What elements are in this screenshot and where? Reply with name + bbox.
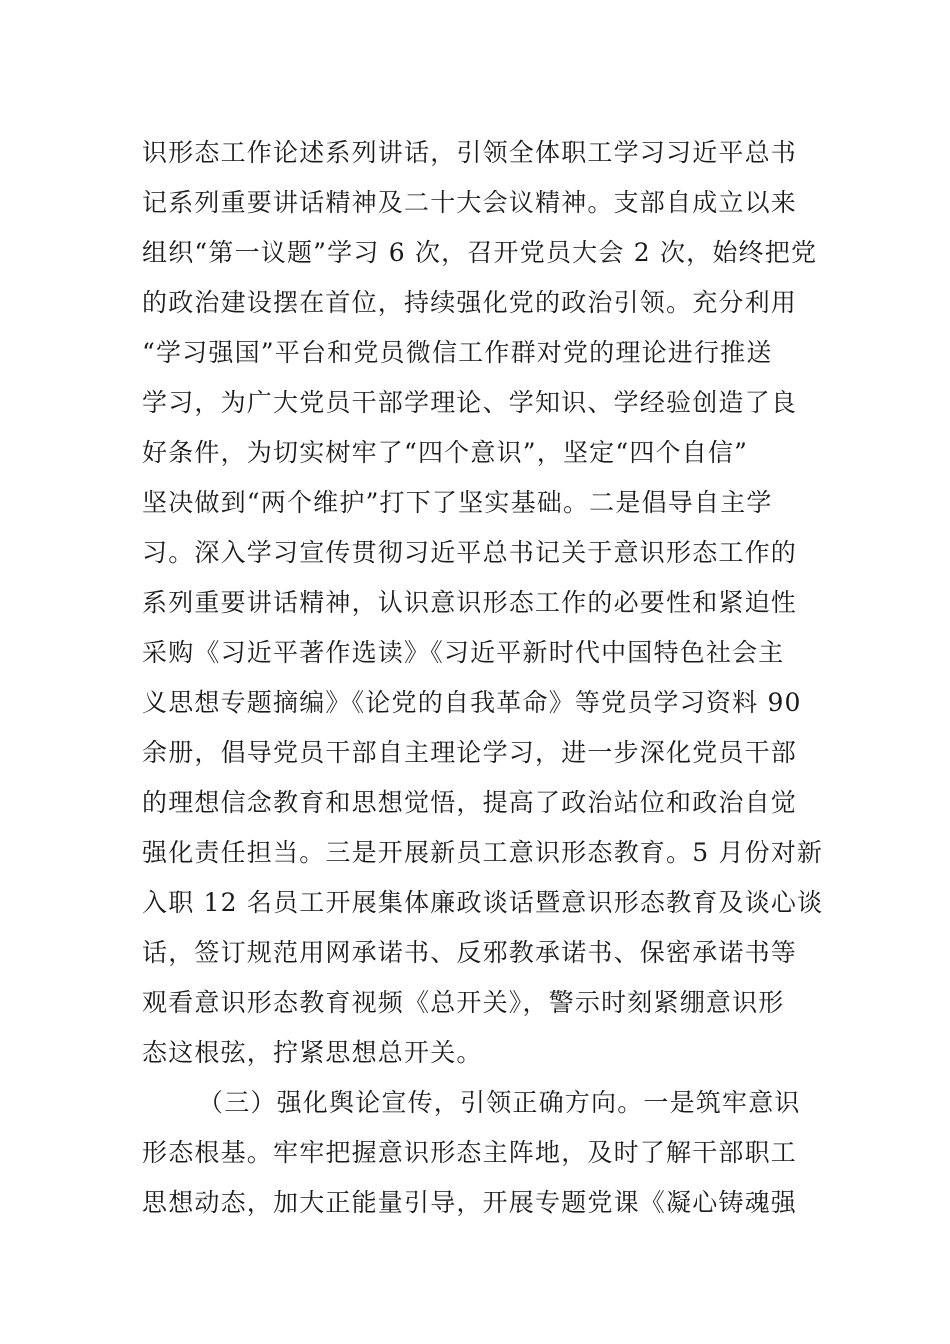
text-line: 的政治建设摆在首位，持续强化党的政治引领。充分利用 <box>142 288 798 317</box>
text-line: 入职 12 名员工开展集体廉政谈话暨意识形态教育及谈心谈 <box>142 888 824 917</box>
text-line: 习。深入学习宣传贯彻习近平总书记关于意识形态工作的 <box>142 538 798 567</box>
text-line: 采购《习近平著作选读》《习近平新时代中国特色社会主 <box>142 638 785 667</box>
text-line: 好条件，为切实树牢了“四个意识”，坚定“四个自信” <box>142 438 749 467</box>
text-line: 识形态工作论述系列讲话，引领全体职工学习习近平总书 <box>142 138 798 167</box>
text-line: 系列重要讲话精神，认识意识形态工作的必要性和紧迫性 <box>142 588 798 617</box>
text-line: 观看意识形态教育视频《总开关》，警示时刻紧绷意识形 <box>142 988 785 1017</box>
text-line: 的理想信念教育和思想觉悟，提高了政治站位和政治自觉 <box>142 788 798 817</box>
paragraph-end-line: 态这根弦，拧紧思想总开关。 <box>142 1038 483 1067</box>
text-line: 强化责任担当。三是开展新员工意识形态教育。5 月份对新 <box>142 838 824 867</box>
text-line: “学习强国”平台和党员微信工作群对党的理论进行推送 <box>142 338 773 367</box>
text-line: 余册，倡导党员干部自主理论学习，进一步深化党员干部 <box>142 738 798 767</box>
text-line: 思想动态，加大正能量引导，开展专题党课《凝心铸魂强 <box>142 1188 798 1217</box>
text-line: 记系列重要讲话精神及二十大会议精神。支部自成立以来 <box>142 188 798 217</box>
text-line: 话，签订规范用网承诺书、反邪教承诺书、保密承诺书等 <box>142 938 798 967</box>
section-heading-line: （三）强化舆论宣传，引领正确方向。一是筑牢意识 <box>198 1088 801 1117</box>
text-line: 形态根基。牢牢把握意识形态主阵地，及时了解干部职工 <box>142 1138 798 1167</box>
text-line: 组织“第一议题”学习 6 次，召开党员大会 2 次，始终把党 <box>142 238 818 267</box>
text-line: 学习，为广大党员干部学理论、学知识、学经验创造了良 <box>142 388 798 417</box>
text-line: 坚决做到“两个维护”打下了坚实基础。二是倡导自主学 <box>142 488 773 517</box>
body-text <box>142 128 822 1228</box>
text-line: 义思想专题摘编》《论党的自我革命》等党员学习资料 90 <box>142 688 802 717</box>
